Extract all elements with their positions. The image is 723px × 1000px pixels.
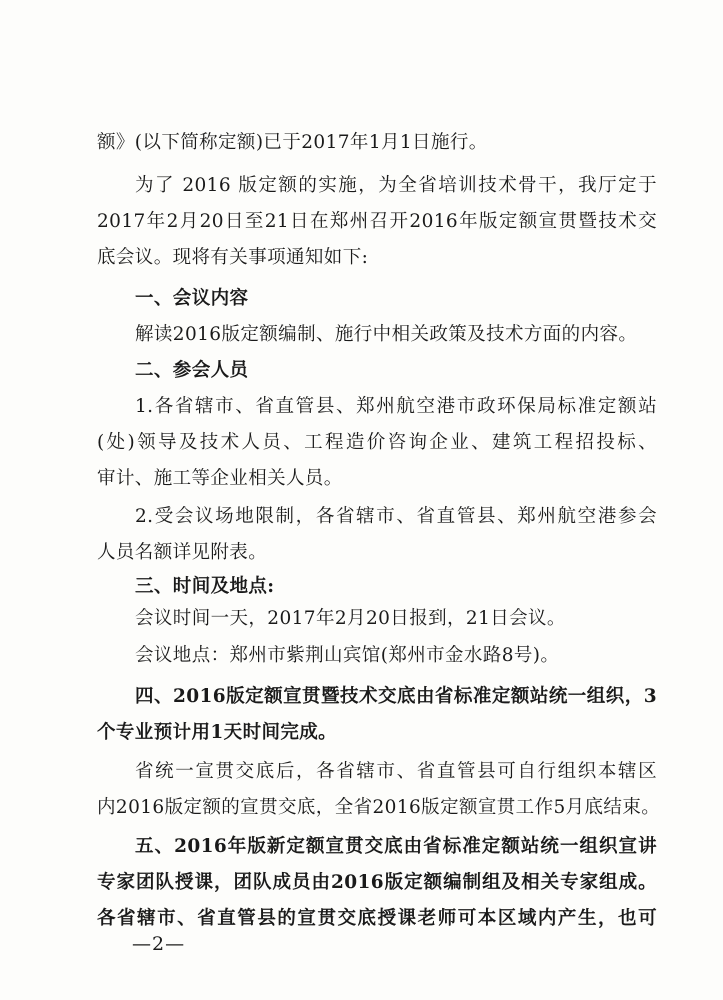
section-heading-3: 三、时间及地点: <box>135 576 275 597</box>
text-line-18: 省统一宣贯交底后，各省辖市、省直管县可自行组织本辖区 <box>135 761 657 782</box>
text-line-2: 为了 2016 版定额的实施，为全省培训技术骨干，我厅定于 <box>135 175 657 196</box>
text-line-22: 各省辖市、省直管县的宣贯交底授课老师可本区域内产生，也可 <box>97 908 657 929</box>
text-line-3: 2017年2月20日至21日在郑州召开2016年版定额宣贯暨技术交 <box>97 211 657 232</box>
section-heading-1: 一、会议内容 <box>135 288 249 309</box>
text-line-6: 解读2016版定额编制、施行中相关政策及技术方面的内容。 <box>135 324 638 345</box>
page-number: —2— <box>132 933 186 955</box>
section-heading-5: 五、2016年版新定额宣贯交底由省标准定额站统一组织宣讲 <box>135 836 657 857</box>
text-line-14: 会议时间一天，2017年2月20日报到，21日会议。 <box>135 608 566 629</box>
text-line-11: 2.受会议场地限制，各省辖市、省直管县、郑州航空港参会 <box>135 506 657 527</box>
text-line-4: 底会议。现将有关事项通知如下: <box>97 247 369 268</box>
section-heading-2: 二、参会人员 <box>135 360 249 381</box>
text-line-21: 专家团队授课，团队成员由2016版定额编制组及相关专家组成。 <box>97 872 657 893</box>
text-line-9: (处)领导及技术人员、工程造价咨询企业、建筑工程招投标、 <box>97 432 657 453</box>
text-line-12: 人员名额详见附表。 <box>97 542 268 563</box>
text-line-1: 额》(以下简称定额)已于2017年1月1日施行。 <box>97 132 488 153</box>
text-line-8: 1.各省辖市、省直管县、郑州航空港市政环保局标准定额站 <box>135 396 657 417</box>
text-line-17: 个专业预计用1天时间完成。 <box>97 722 338 743</box>
text-line-19: 内2016版定额的宣贯交底，全省2016版定额宣贯工作5月底结束。 <box>97 797 661 818</box>
section-heading-4: 四、2016版定额宣贯暨技术交底由省标准定额站统一组织，3 <box>135 686 657 707</box>
text-line-15: 会议地点：郑州市紫荆山宾馆(郑州市金水路8号)。 <box>135 645 560 666</box>
text-line-10: 审计、施工等企业相关人员。 <box>97 468 343 489</box>
